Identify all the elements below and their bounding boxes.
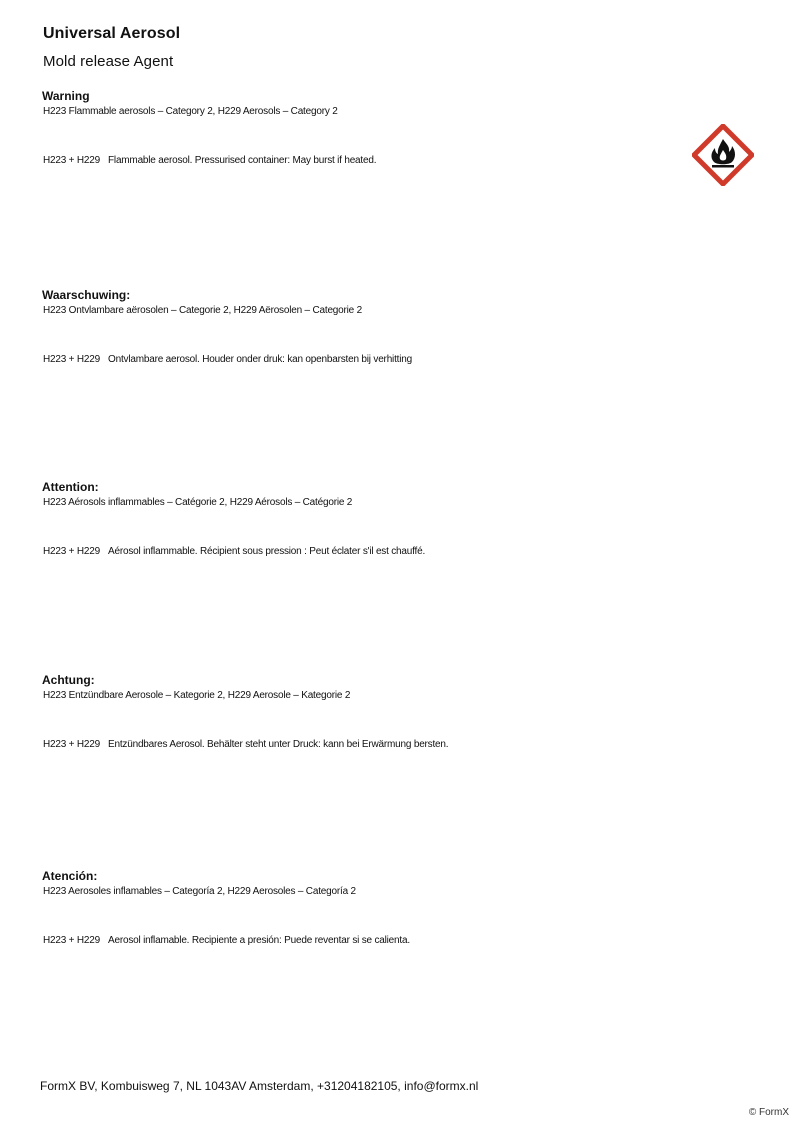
hazard-statement [42,738,682,751]
hazard-classes: H223 Aérosols inflammables – Catégorie 2, H229 Aérosols – Catégorie 2 [43,497,353,508]
statement-codes: H223 + H229 [43,155,101,166]
hazard-classes: H223 Entzündbare Aerosole – Kategorie 2, H229 Aerosole – Kategorie 2 [43,690,351,701]
hazard-classes: H223 Flammable aerosols – Category 2, H229 Aerosols – Category 2 [43,106,338,117]
ghs02-flame-icon [692,124,754,186]
statement-codes: H223 + H229 [43,935,101,946]
hazard-statement [42,545,682,558]
warning-section-nl [42,288,682,366]
section-heading: Atención: [42,869,98,883]
footer-address: FormX BV, Kombuisweg 7, NL 1043AV Amsterdam, +31204182105, info@formx.nl [40,1079,479,1093]
section-heading: Attention: [42,480,99,494]
hazard-classes: H223 Aerosoles inflamables – Categoría 2, H229 Aerosoles – Categoría 2 [43,886,356,897]
statement-codes: H223 + H229 [43,354,101,365]
statement-text: Entzündbares Aerosol. Behälter steht unter Druck: kann bei Erwärmung bersten. [108,739,449,750]
warning-section-de [42,673,682,751]
warning-section-fr [42,480,682,558]
statement-codes: H223 + H229 [43,739,101,750]
hazard-classes: H223 Ontvlambare aërosolen – Categorie 2, H229 Aërosolen – Categorie 2 [43,305,362,316]
product-title: Universal Aerosol [43,25,181,42]
warning-section-en [42,89,682,167]
product-subtitle: Mold release Agent [43,53,174,70]
statement-text: Aerosol inflamable. Recipiente a presión: Puede reventar si se calienta. [108,935,410,946]
hazard-statement [42,353,682,366]
copyright-notice: © FormX [748,1107,789,1118]
statement-text: Ontvlambare aerosol. Houder onder druk: kan openbarsten bij verhitting [108,354,412,365]
warning-section-es [42,869,682,947]
statement-text: Aérosol inflammable. Récipient sous pression : Peut éclater s'il est chauffé. [108,546,426,557]
section-heading: Warning [42,89,90,103]
statement-text: Flammable aerosol. Pressurised container: May burst if heated. [108,155,377,166]
statement-codes: H223 + H229 [43,546,101,557]
hazard-statement [42,934,682,947]
section-heading: Waarschuwing: [42,288,131,302]
hazard-statement [42,154,682,167]
section-heading: Achtung: [42,673,95,687]
